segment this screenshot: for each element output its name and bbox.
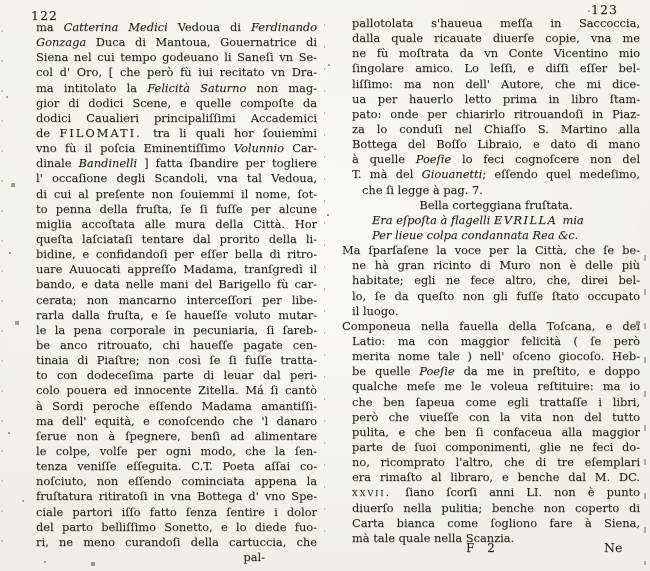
- text-segment: to penna della fruſta, ſe ſi fuſſe per alcune: [36, 201, 317, 216]
- signature-mark: F 2: [466, 541, 495, 555]
- text-segment: EVRILLA: [493, 212, 563, 227]
- text-segment: tenza veniſſe eſſeguita. C.T. Poeta aſſai co-: [36, 459, 317, 474]
- text-segment: ] fatta ſbandire per togliere: [144, 156, 317, 171]
- text-segment: de: [36, 125, 60, 140]
- text-segment: rarla dalla fruſta, e ſe haueſſe voluto mutar-: [36, 307, 317, 322]
- text-segment: vno fù il poſcia Eminentiſſimo: [36, 141, 234, 156]
- text-line: [342, 77, 640, 92]
- text-line: [342, 319, 640, 334]
- text-segment: le la pena corporale in pecuniaria, ſi ſareb-: [36, 322, 317, 337]
- page-number-right: 123: [591, 2, 618, 17]
- text-segment: bando, e data nelle mani del Barigello fù car-: [36, 277, 317, 292]
- text-segment: Felicità Saturno: [147, 80, 257, 95]
- text-segment: qualche meſe me le voleua reſtituire: ma io: [352, 379, 640, 394]
- text-segment: pato: onde per chiarirlo ritrouandoſi in Piaz-: [352, 106, 640, 121]
- text-segment: pal-: [243, 549, 265, 564]
- text-segment: lo feci cognoſcere non del: [461, 152, 640, 167]
- text-segment: noſciuto, non eſſendo cominciata appena la: [36, 474, 317, 489]
- text-segment: ma: [36, 20, 64, 34]
- text-segment: dodici Caualieri principaliſſimi Accademici: [36, 110, 317, 125]
- text-line: [36, 459, 317, 474]
- text-line: [36, 414, 317, 429]
- text-segment: che ſi legge à pag. 7.: [362, 182, 483, 197]
- text-segment: da me in preſtito, e doppo: [463, 364, 640, 379]
- text-segment: Era eſpoſta à flagelli: [372, 212, 494, 227]
- text-segment: pulita, e che ben ſi confaceua alla maggior: [352, 424, 640, 439]
- text-segment: Catterina Medici: [63, 20, 178, 34]
- text-segment: era rimaſto al libraro, e benche dal M. DC.: [352, 470, 640, 485]
- text-line: [36, 383, 317, 398]
- text-segment: Poeſie: [419, 364, 464, 379]
- text-segment: T. mà del: [352, 167, 422, 182]
- text-segment: merita nome tale ) nell' oſceno giocoſo. Heb-: [352, 349, 640, 364]
- text-line: [36, 202, 317, 217]
- text-segment: Ma ſparſaſene la voce per la Città, che ſe be-: [342, 243, 640, 258]
- text-line: [342, 31, 640, 46]
- text-line: [342, 107, 640, 122]
- scan-specks: [0, 0, 2, 2]
- right-edge-mark: [644, 255, 646, 565]
- text-line: [36, 232, 317, 247]
- text-segment: à Sordi peroche eſſendo Madama amantiſſi-: [36, 398, 317, 413]
- text-line: [36, 308, 317, 323]
- text-segment: pallotolata s'haueua meſſa in Saccoccia,: [352, 16, 640, 30]
- text-segment: Giouanetti: [421, 167, 483, 182]
- text-segment: bidine, e confidandoſi per eſſer bella di ritro-: [36, 247, 317, 262]
- text-segment: ſerue non à ſpegnere, benſi ad alimentare: [36, 428, 317, 443]
- text-segment: l' occaſione degli Scandoli, vna tal Vedoua,: [36, 171, 317, 186]
- text-line: [342, 395, 640, 410]
- text-segment: ne fù moſtrata da vn Conte Vicentino mio: [352, 46, 640, 61]
- text-segment: Gonzaga: [36, 35, 96, 50]
- text-segment: tinaia di Piaſtre; non così ſe ſi fuſſe tratta-: [36, 353, 317, 368]
- text-segment: za lo conduſi nel Chiaſſo S. Martino alla: [352, 121, 640, 136]
- text-segment: to con dodeceſima parte di leuar dal peri-: [36, 368, 317, 383]
- text-line: [36, 520, 317, 535]
- text-line: [342, 349, 640, 364]
- text-segment: ciale partori iſſo fatto ſenza ſentire i dolor: [36, 504, 317, 519]
- text-segment: ma dell' equità, e conoſcendo che 'l danaro: [36, 413, 317, 428]
- text-line: [36, 550, 317, 565]
- text-line: [36, 187, 317, 202]
- text-line: [342, 470, 640, 485]
- text-segment: diuerſo nella pulitia; benche non coperto di: [352, 500, 640, 515]
- text-line: [36, 111, 317, 126]
- text-line: [342, 46, 640, 61]
- text-segment: dalla quale ricauate diuerſe copie, vna me: [352, 31, 640, 46]
- text-segment: uare Auuocati appreſſo Madama, tranſgredì il: [36, 262, 317, 277]
- text-segment: colo pouera ed innocente Zitella. Má ſi cantò: [36, 383, 317, 398]
- text-line: [36, 156, 317, 171]
- text-line: [36, 171, 317, 186]
- text-segment: Siena nel cui tempo godeuano li Saneſi vn Se-: [36, 50, 317, 65]
- text-segment: tra li quali hor ſouiemmi: [153, 125, 317, 140]
- text-line: [342, 61, 640, 76]
- text-segment: ne hà gran ricinto di Muro non è delle più: [352, 258, 640, 273]
- text-line: [36, 247, 317, 262]
- text-line: [342, 304, 640, 319]
- page-number-left: 122: [31, 8, 58, 23]
- column-gutter-line: [324, 24, 325, 544]
- text-segment: liſſimo: ma non dell' Autore, che mi dice-: [352, 76, 640, 91]
- text-line: [342, 137, 640, 152]
- text-line: [342, 334, 640, 349]
- text-segment: ma intitolato la: [36, 80, 148, 95]
- text-line: [342, 455, 640, 470]
- text-segment: col d' Oro, [ che però fù iui recitato vn Dra-: [36, 65, 317, 80]
- text-segment: Car-: [292, 141, 317, 156]
- text-line: [342, 16, 640, 31]
- text-line: [342, 410, 640, 425]
- text-line: [342, 289, 640, 304]
- text-segment: Ferdinando: [251, 20, 317, 34]
- text-segment: cerata; non mancarno interceſſori per libe-: [36, 292, 317, 307]
- left-edge-mark: [1, 30, 3, 560]
- text-line: [36, 35, 317, 50]
- text-segment: fruſtatura ritiratoſi in vna Bottega d' vno Spe-: [36, 489, 317, 504]
- text-segment: Latio: ma con maggior felicità ( ſe però: [352, 333, 640, 348]
- text-segment: che ben ſapeua come egli trattaſſe i libri,: [352, 394, 640, 409]
- text-line: [342, 198, 640, 213]
- text-segment: ; eſſendo quel medeſimo,: [482, 167, 640, 182]
- text-segment: queſta laſciataſi tentare dal prorito della li-: [36, 231, 317, 246]
- catchword: Ne: [604, 540, 623, 555]
- text-segment: non mag-: [256, 80, 317, 95]
- text-line: [342, 152, 640, 167]
- text-line: [36, 429, 317, 444]
- text-line: [342, 501, 640, 516]
- text-line: [36, 50, 317, 65]
- text-segment: miglia accoſtata alle mura della Città. Hor: [36, 216, 317, 231]
- text-line: [342, 364, 640, 379]
- text-line: [36, 489, 317, 504]
- text-segment: à quelle: [352, 152, 416, 167]
- text-segment: Bandinelli: [78, 156, 145, 171]
- text-segment: lo, ſe da queſto non gli fuſſe ſtato occupato: [352, 288, 640, 303]
- text-segment: mà tale quale nella Scanzia.: [352, 530, 515, 545]
- text-segment: Bottega del Boſſo Libraio, e dato di mano: [352, 137, 640, 152]
- text-segment: il luogo.: [352, 303, 399, 318]
- text-segment: Duca di Mantoua, Gouernatrice di: [95, 35, 317, 50]
- text-line: [36, 323, 317, 338]
- text-segment: &c.: [558, 227, 579, 242]
- text-segment: Carta bianca come ſogliono fare à Siena,: [352, 515, 640, 530]
- text-line: [36, 262, 317, 277]
- text-segment: ſiano ſcorſi anni LI. non è punto: [405, 485, 640, 500]
- text-line: [36, 277, 317, 292]
- text-segment: habitate; egli ne fece altro, che, direi bel-: [352, 273, 640, 288]
- text-line: [36, 474, 317, 489]
- text-line: [342, 485, 640, 500]
- text-segment: Bella corteggiana fruſtata.: [419, 197, 573, 212]
- text-line: [36, 353, 317, 368]
- text-line: [342, 425, 640, 440]
- right-text-column: [342, 16, 640, 546]
- text-segment: le colpe, volſe per ogni modo, che la ſen-: [36, 443, 317, 458]
- text-segment: no, ricomprato l'altro, che di tre eſemplari: [352, 455, 640, 470]
- text-segment: Volunnio: [233, 141, 293, 156]
- text-segment: be quelle: [352, 364, 420, 379]
- text-line: [342, 243, 640, 258]
- text-segment: però che viueſſe con la vita non del tutto: [352, 409, 640, 424]
- text-line: [36, 20, 317, 35]
- text-line: [36, 535, 317, 550]
- text-segment: ua per hauerlo letto prima in libro ſtam-: [352, 91, 640, 106]
- text-line: [36, 96, 317, 111]
- text-line: [36, 65, 317, 80]
- text-line: [342, 183, 640, 198]
- text-line: [342, 228, 640, 243]
- text-segment: Per lieue colpa condannata Rea: [372, 227, 559, 242]
- text-line: [342, 122, 640, 137]
- text-line: [36, 399, 317, 414]
- text-segment: xxvii.: [352, 485, 406, 500]
- text-segment: Vedoua di: [177, 20, 251, 34]
- left-text-column: [36, 20, 317, 565]
- text-line: [36, 141, 317, 156]
- text-line: [342, 379, 640, 394]
- text-line: [36, 81, 317, 96]
- text-segment: parte de ſuoi componimenti, glie ne feci do-: [352, 439, 640, 454]
- text-line: [36, 338, 317, 353]
- text-line: [342, 258, 640, 273]
- text-line: [36, 217, 317, 232]
- text-line: [36, 368, 317, 383]
- text-segment: be anco ritrouato, chi haueſſe pagate cen-: [36, 337, 317, 352]
- text-line: [342, 167, 640, 182]
- text-line: [36, 505, 317, 520]
- text-line: [342, 516, 640, 531]
- text-line: [36, 444, 317, 459]
- text-line: [342, 92, 640, 107]
- text-line: [36, 126, 317, 141]
- text-segment: ſingolare amico. Lo leſſi, e diſſi eſſer bel-: [352, 61, 640, 76]
- text-segment: gior di dodici Scene, e quelle compoſte da: [36, 95, 317, 110]
- text-line: [36, 293, 317, 308]
- text-line: [342, 440, 640, 455]
- text-segment: del parto belliſſimo Sonetto, e lo diede fuo-: [36, 519, 317, 534]
- text-segment: Poeſie: [415, 152, 462, 167]
- text-segment: Componeua nella fauella della Toſcana, e del: [342, 318, 640, 333]
- text-line: [342, 213, 640, 228]
- text-segment: dinale: [36, 156, 79, 171]
- text-segment: FILOMATI.: [59, 125, 154, 140]
- text-segment: ri, ne meno curandoſi della cartuccia, che: [36, 534, 317, 549]
- text-line: [342, 273, 640, 288]
- text-segment: di cui al preſente non ſouiemmi il nome, ſot-: [36, 186, 317, 201]
- text-segment: mia: [562, 212, 584, 227]
